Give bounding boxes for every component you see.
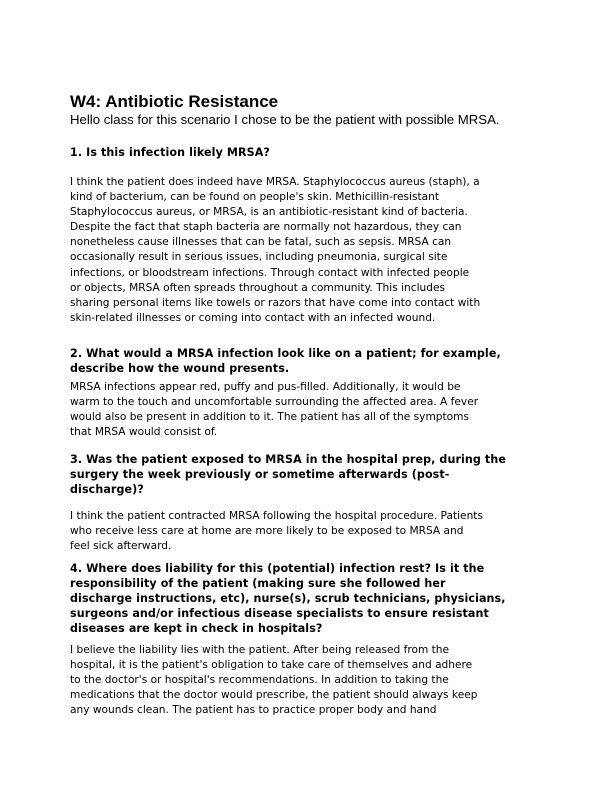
question-4 — [70, 561, 530, 636]
question-line: 4. Where does liability for this (potential) infection rest? Is it the — [70, 562, 485, 575]
answer-line: warm to the touch and uncomfortable surrounding the affected area. A fever — [70, 396, 479, 409]
question-line: discharge)? — [70, 483, 144, 496]
answer-line: I think the patient does indeed have MRSA. Staphylococcus aureus (staph), a — [70, 176, 480, 188]
answer-2 — [70, 380, 530, 440]
answer-line: kind of bacterium, can be found on people's skin. Methicillin-resistant — [70, 191, 440, 204]
answer-line: or objects, MRSA often spreads throughout a community. This includes — [70, 281, 445, 294]
answer-line: any wounds clean. The patient has to practice proper body and hand — [70, 704, 437, 717]
answer-1 — [70, 175, 530, 326]
question-line: surgeons and/or infectious disease specialists to ensure resistant — [70, 607, 489, 620]
question-2 — [70, 346, 530, 376]
question-line: describe how the wound presents. — [70, 362, 290, 375]
answer-line: that MRSA would consist of. — [70, 426, 218, 439]
question-line: 1. Is this infection likely MRSA? — [70, 146, 270, 159]
intro-text: Hello class for this scenario I chose to be the patient with possible MRSA. — [70, 112, 500, 127]
question-line: 3. Was the patient exposed to MRSA in the hospital prep, during the — [70, 453, 506, 466]
document-title: W4: Antibiotic Resistance — [70, 92, 279, 111]
answer-line: occasionally result in serious issues, including pneumonia, surgical site — [70, 251, 448, 264]
answer-line: infections, or bloodstream infections. Through contact with infected people — [70, 266, 470, 279]
answer-line: Staphylococcus aureus, or MRSA, is an antibiotic-resistant kind of bacteria. — [70, 206, 468, 219]
question-line: surgery the week previously or sometime afterwards (post- — [70, 468, 450, 481]
answer-4 — [70, 643, 530, 718]
answer-line: to the doctor's or hospital's recommendations. In addition to taking the — [70, 674, 449, 687]
question-line: 2. What would a MRSA infection look like on a patient; for example, — [70, 347, 501, 360]
answer-line: Despite the fact that staph bacteria are normally not hazardous, they can — [70, 221, 462, 234]
answer-line: hospital, it is the patient's obligation to take care of themselves and adhere — [70, 659, 473, 672]
answer-line: feel sick afterward. — [70, 540, 172, 553]
answer-line: I believe the liability lies with the patient. After being released from the — [70, 644, 450, 656]
answer-line: skin-related illnesses or coming into contact with an infected wound. — [70, 311, 436, 324]
answer-line: medications that the doctor would prescribe, the patient should always keep — [70, 689, 478, 702]
answer-line: MRSA infections appear red, puffy and pus-filled. Additionally, it would be — [70, 381, 461, 393]
answer-line: would also be present in addition to it. The patient has all of the symptoms — [70, 411, 469, 424]
answer-line: sharing personal items like towels or razors that have come into contact with — [70, 296, 481, 309]
answer-line: I think the patient contracted MRSA following the hospital procedure. Patients — [70, 510, 483, 522]
question-line: diseases are kept in check in hospitals? — [70, 622, 323, 635]
question-1 — [70, 145, 530, 160]
answer-3 — [70, 509, 530, 554]
question-3 — [70, 452, 530, 497]
answer-line: nonetheless cause illnesses that can be fatal, such as sepsis. MRSA can — [70, 236, 452, 249]
question-line: responsibility of the patient (making sure she followed her — [70, 577, 446, 590]
answer-line: who receive less care at home are more likely to be exposed to MRSA and — [70, 525, 464, 538]
question-line: discharge instructions, etc), nurse(s), scrub technicians, physicians, — [70, 592, 506, 605]
